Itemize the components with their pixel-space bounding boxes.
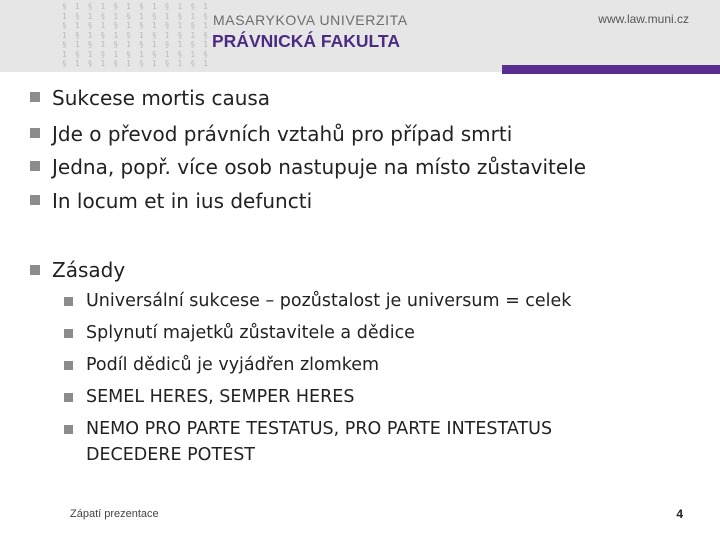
bullet-item: In locum et in ius defuncti bbox=[52, 189, 313, 213]
bullet-item: Jedna, popř. více osob nastupuje na místo zůstavitele bbox=[52, 155, 587, 179]
bullet-marker bbox=[30, 92, 40, 102]
sub-bullet-marker bbox=[64, 361, 73, 370]
bullet-marker bbox=[30, 128, 40, 138]
bullet-marker bbox=[30, 265, 40, 275]
bullet-item: Jde o převod právních vztahů pro případ smrti bbox=[52, 122, 513, 146]
page-number: 4 bbox=[676, 507, 683, 521]
bullet-item: Sukcese mortis causa bbox=[52, 86, 271, 110]
bullet-marker bbox=[30, 161, 40, 171]
sub-bullet-marker bbox=[64, 297, 73, 306]
website-url: www.law.muni.cz bbox=[598, 12, 689, 26]
sub-bullet-marker bbox=[64, 425, 73, 434]
sub-bullet-item: Podíl dědiců je vyjádřen zlomkem bbox=[86, 355, 380, 375]
sub-bullet-item: SEMEL HERES, SEMPER HERES bbox=[86, 387, 355, 407]
sub-bullet-item: Splynutí majetků zůstavitele a dědice bbox=[86, 323, 415, 343]
university-name: MASARYKOVA UNIVERZITA bbox=[213, 12, 408, 28]
section-heading: Zásady bbox=[52, 258, 126, 282]
sub-bullet-marker bbox=[64, 393, 73, 402]
faculty-name: PRÁVNICKÁ FAKULTA bbox=[212, 31, 400, 51]
sub-bullet-continuation: DECEDERE POTEST bbox=[86, 445, 255, 465]
sub-bullet-item: Universální sukcese – pozůstalost je universum = celek bbox=[86, 291, 572, 311]
footer-text: Zápatí prezentace bbox=[70, 508, 159, 520]
sub-bullet-marker bbox=[64, 329, 73, 338]
logo-pattern: § 1 § 1 § 1 § 1 § 1 § 1 1 § 1 § 1 § 1 § 1 § 1 § § 1 § 1 § 1 § 1 § 1 § 1 1 § 1 § 1 § 1 § 1 § 1 § § 1 § 1 § 1 § 1 § 1 § 1 1 § 1 § 1 § 1 § 1 § 1 § § 1 § 1 § 1 § 1 § 1 § 1 bbox=[62, 2, 210, 68]
sub-bullet-item: NEMO PRO PARTE TESTATUS, PRO PARTE INTESTATUS bbox=[86, 419, 553, 439]
bullet-marker bbox=[30, 195, 40, 205]
